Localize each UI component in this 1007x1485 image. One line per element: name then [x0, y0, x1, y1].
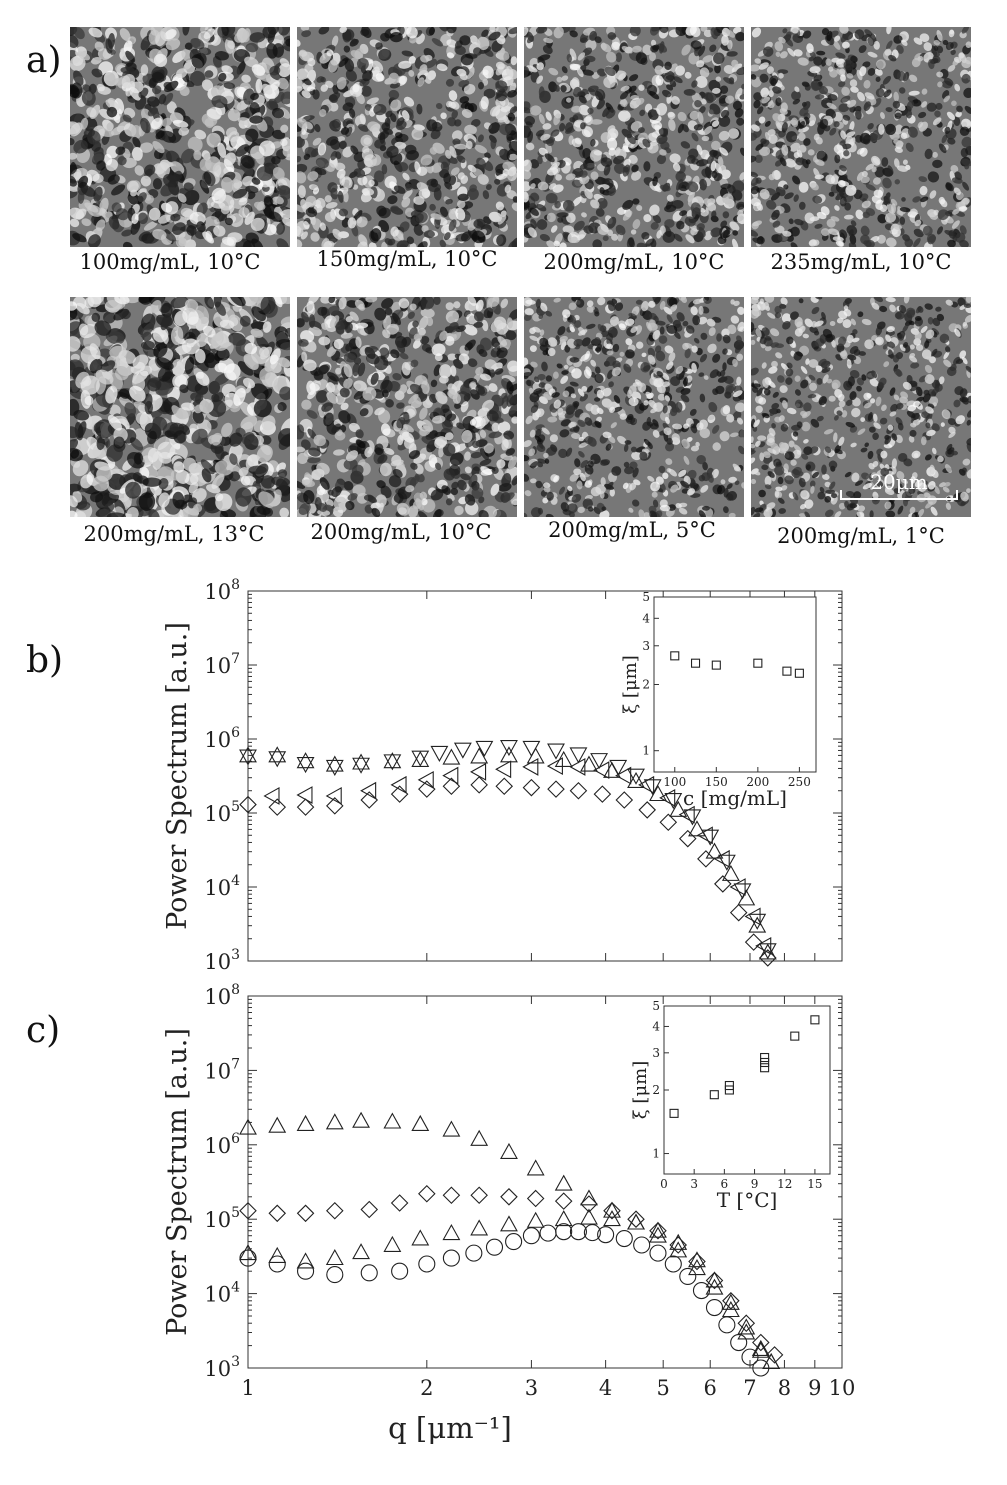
- panel-label-a: a): [26, 40, 62, 81]
- panel-label-b: b): [26, 640, 64, 681]
- panel-label-c: c): [26, 1010, 61, 1051]
